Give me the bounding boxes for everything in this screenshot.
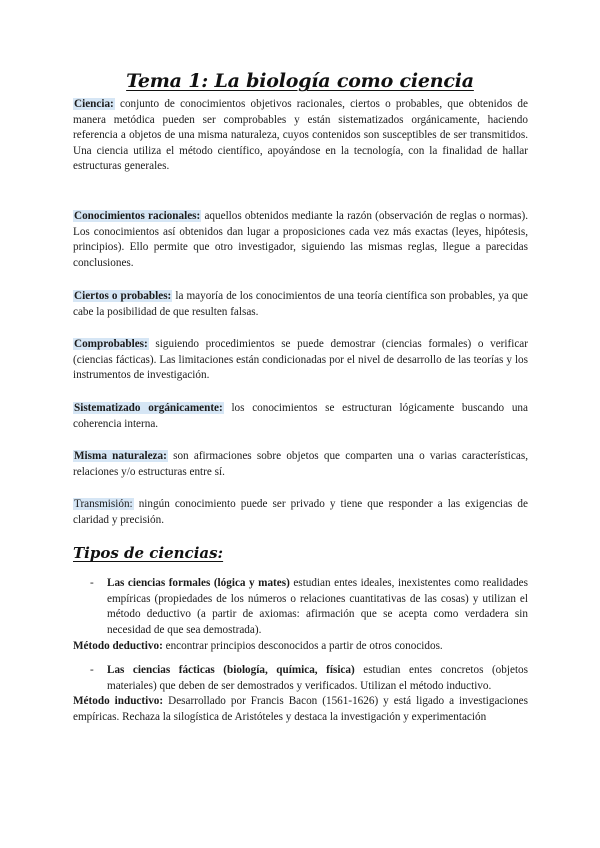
definition-text: la mayoría de los conocimientos de una teoría científica son probables, ya que cabe la posibilidad de que resulten falsas. (73, 290, 528, 318)
method-text: Desarrollado por Francis Bacon (1561-1626) y está ligado a investigaciones empíricas. Rechaza la silogística de Aristóteles y destaca la investigación y experimentación (73, 695, 528, 723)
term: Misma naturaleza: (74, 450, 167, 462)
definition-transmision (73, 497, 528, 528)
term: Conocimientos racionales: (74, 210, 201, 222)
definition-text: aquellos obtenidos mediante la razón (observación de reglas o normas). Los conocimientos así obtenidos dan lugar a proposiciones cada vez más exactas (leyes, hipótesis, principios). Ello permite que otro investigador, siguiendo las mismas reglas, llegue a parecidas conclusiones. (73, 210, 529, 269)
item-text: estudian entes ideales, inexistentes como realidades empíricas (propiedades de los números o relaciones cuantitativas de las cosas) y utilizan el método deductivo (a partir de axiomas: afirmación que se acepta como verdadera sin necesidad de que sea demostrada). (107, 577, 528, 636)
page-title: Tema 1: La biología como ciencia (126, 70, 474, 92)
definition-ciencia (73, 97, 528, 175)
definition-sistematizado (73, 401, 528, 432)
list-bullet: - (90, 577, 94, 589)
definition-text: son afirmaciones sobre objetos que comparten una o varias características, relaciones y/o estructuras entre sí. (73, 450, 528, 478)
list-item-formales (107, 576, 528, 638)
method-text: encontrar principios desconocidos a partir de otros conocidos. (162, 640, 443, 652)
term: Ciencia: (74, 98, 114, 110)
list-item-facticas (107, 663, 528, 694)
definition-misma-naturaleza (73, 449, 528, 480)
method-label: Método deductivo: (73, 640, 163, 652)
method-inductivo (73, 694, 528, 725)
term: Comprobables: (74, 338, 148, 350)
method-deductivo (73, 639, 528, 655)
method-label: Método inductivo: (73, 695, 164, 707)
definition-text: ningún conocimiento puede ser privado y tiene que responder a las exigencias de claridad y precisión. (73, 498, 528, 526)
item-text: estudian entes concretos (objetos materiales) que deben de ser demostrados y verificados. Utilizan el método inductivo. (107, 664, 528, 692)
definition-conocimientos-racionales (73, 209, 528, 271)
item-term: Las ciencias formales (lógica y mates) (107, 577, 290, 589)
term: Ciertos o probables: (74, 290, 172, 302)
term: Transmisión: (74, 498, 133, 510)
section-title: Tipos de ciencias: (73, 544, 224, 562)
list-bullet: - (90, 664, 94, 676)
definition-text: conjunto de conocimientos objetivos racionales, ciertos o probables, que obtenidos de manera metódica pueden ser comprobables y están sistematizados orgánicamente, haciendo referencia a objetos de una misma naturaleza, cuyos contenidos son susceptibles de ser transmitidos. Una ciencia utiliza el método científico, apoyándose en la tecnología, con la finalidad de hallar estructuras generales. (73, 98, 528, 173)
definition-comprobables (73, 337, 528, 384)
definition-ciertos-probables (73, 289, 528, 320)
item-term: Las ciencias fácticas (biología, química, física) (107, 664, 355, 676)
definition-text: los conocimientos se estructuran lógicamente buscando una coherencia interna. (73, 402, 528, 430)
term: Sistematizado orgánicamente: (74, 402, 223, 414)
definition-text: siguiendo procedimientos se puede demostrar (ciencias formales) o verificar (ciencias fácticas). Las limitaciones están condicionadas por el nivel de desarrollo de las teorías y los instrumentos de investigación. (73, 338, 528, 382)
